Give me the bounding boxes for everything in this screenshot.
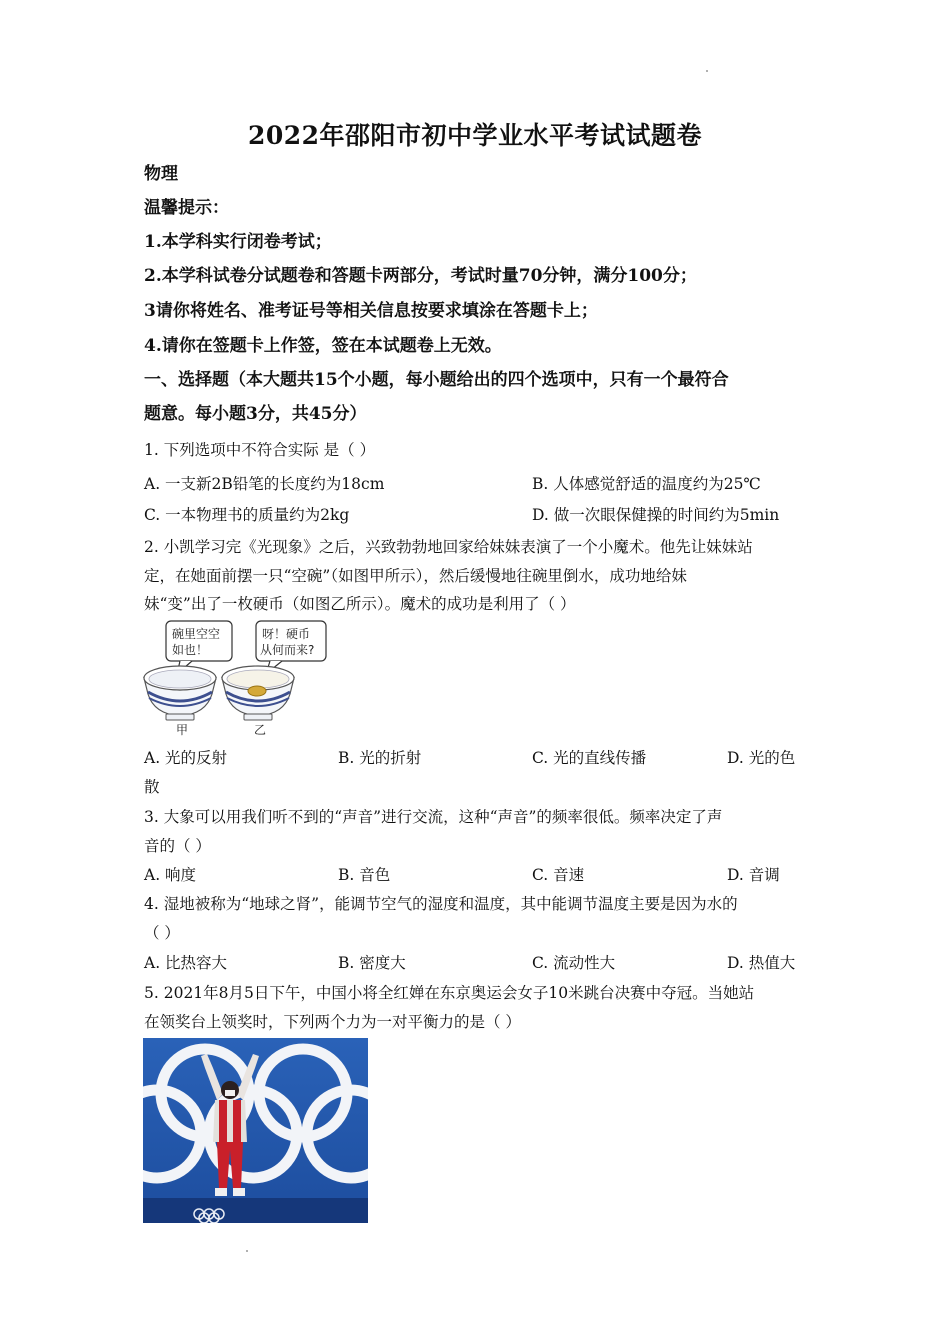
tip-item: 1.本学科实行闭卷考试； [144, 232, 332, 252]
tip-item: 3请你将姓名、准考证号等相关信息按要求填涂在答题卡上； [144, 301, 598, 321]
q3-stem-line1: 3. 大象可以用我们听不到的“声音”进行交流，这种“声音”的频率很低。频率决定了声 [144, 808, 723, 826]
section-heading-cont: 题意。每小题3分，共45分） [144, 404, 367, 424]
tip-item: 2.本学科试卷分试题卷和答题卡两部分，考试时量70分钟，满分100分； [144, 266, 697, 286]
subject-label: 物理 [144, 164, 178, 184]
q2-option-d-cont: 散 [144, 778, 160, 796]
q4-option-b: B. 密度大 [338, 954, 406, 972]
q4-stem-line1: 4. 湿地被称为“地球之肾”，能调节空气的湿度和温度，其中能调节温度主要是因为水的 [144, 895, 738, 913]
q4-stem-line2: （ ） [144, 924, 180, 942]
q1-option-a: A. 一支新2B铅笔的长度约为18cm [144, 475, 385, 493]
tip-item: 4.请你在签题卡上作签，签在本试题卷上无效。 [144, 336, 502, 356]
bubble-text: 如也！ [172, 643, 209, 657]
q1-option-c: C. 一本物理书的质量约为2kg [144, 506, 350, 524]
bowl-empty-icon [144, 666, 216, 720]
q2-option-d: D. 光的色 [727, 749, 796, 767]
coin-icon [248, 686, 266, 696]
q4-option-a: A. 比热容大 [144, 954, 228, 972]
q4-option-c: C. 流动性大 [532, 954, 616, 972]
scan-mark [706, 70, 708, 72]
q5-stem-line1: 5. 2021年8月5日下午，中国小将全红婵在东京奥运会女子10米跳台决赛中夺冠。当她站 [144, 984, 755, 1002]
bubble-text: 从何而来? [260, 643, 315, 657]
q5-stem-line2: 在领奖台上领奖时，下列两个力为一对平衡力的是（ ） [144, 1013, 521, 1031]
q2-bowl-figure [140, 618, 340, 740]
bubble-text: 呀！硬币 [262, 627, 311, 641]
q2-option-a: A. 光的反射 [144, 749, 228, 767]
q1-option-b: B. 人体感觉舒适的温度约为25℃ [532, 475, 761, 493]
q4-option-d: D. 热值大 [727, 954, 796, 972]
figure-label-jia: 甲 [176, 723, 189, 737]
scan-mark [246, 1250, 248, 1252]
q1-option-d: D. 做一次眼保健操的时间约为5min [532, 506, 780, 524]
q2-stem-line3: 妹“变”出了一枚硬币（如图乙所示）。魔术的成功是利用了（ ） [144, 595, 576, 613]
q2-stem-line1: 2. 小凯学习完《光现象》之后，兴致勃勃地回家给妹妹表演了一个小魔术。他先让妹妹站 [144, 538, 753, 556]
page-title: 2022年邵阳市初中学业水平考试试题卷 [247, 121, 703, 150]
q3-option-b: B. 音色 [338, 866, 391, 884]
q2-stem-line2: 定，在她面前摆一只“空碗”（如图甲所示），然后缓慢地往碗里倒水，成功地给妹 [144, 567, 687, 585]
figure-label-yi: 乙 [254, 723, 267, 737]
q3-option-a: A. 响度 [144, 866, 197, 884]
section-heading: 一、选择题（本大题共15个小题，每小题给出的四个选项中，只有一个最符合 [144, 370, 729, 390]
q3-option-d: D. 音调 [727, 866, 780, 884]
tips-heading: 温馨提示： [144, 198, 229, 218]
q3-option-c: C. 音速 [532, 866, 585, 884]
bubble-text: 碗里空空 [172, 627, 221, 641]
q3-stem-line2: 音的（ ） [144, 837, 211, 855]
q5-podium-photo [143, 1038, 368, 1223]
bowl-with-coin-icon [222, 666, 294, 720]
q1-stem: 1. 下列选项中不符合实际 是（ ） [144, 441, 376, 459]
q2-option-c: C. 光的直线传播 [532, 749, 647, 767]
q2-option-b: B. 光的折射 [338, 749, 422, 767]
